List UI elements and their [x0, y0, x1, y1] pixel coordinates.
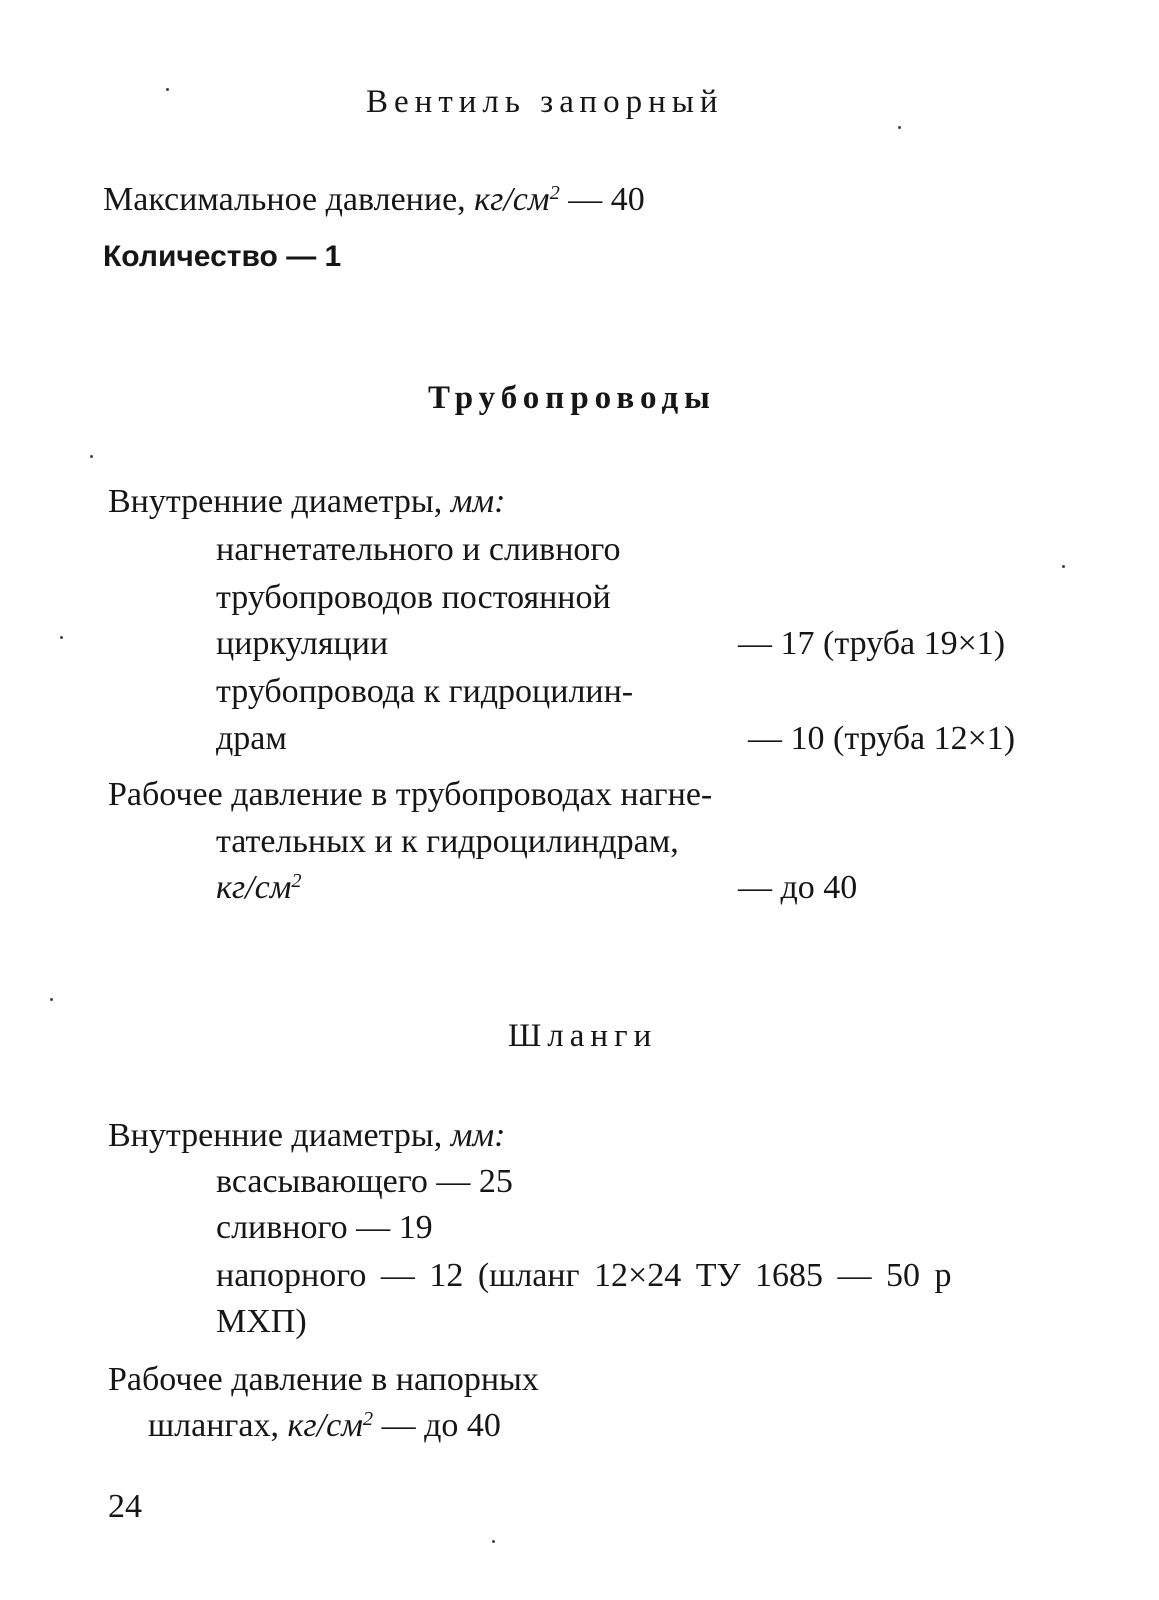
- scan-speck: [90, 455, 93, 458]
- scan-speck: [1062, 565, 1065, 568]
- page-number: 24: [108, 1488, 142, 1525]
- valve-max-pressure-label: Максимальное давление,: [103, 181, 466, 218]
- valve-max-pressure-unit: $кг/см^2$: [474, 181, 560, 218]
- pipelines-item1-line2: трубопроводов постоянной: [216, 579, 611, 616]
- scan-speck: [898, 126, 901, 129]
- pipelines-pressure-line2: тательных и к гидроцилиндрам,: [216, 823, 679, 860]
- hoses-diameters-heading: [108, 1116, 505, 1156]
- valve-title: Вентиль запорный: [366, 84, 724, 120]
- hoses-diameters-unit: мм:: [450, 1117, 506, 1154]
- hoses-pressure-line1: напорного — 12 (шланг 12×24 ТУ 1685 — 50 р: [216, 1257, 952, 1294]
- hoses-pressure-line2: МХП): [216, 1303, 307, 1340]
- valve-quantity-label: Количество: [103, 240, 278, 273]
- scan-speck: [50, 998, 53, 1001]
- valve-max-pressure: [103, 180, 645, 220]
- scan-speck: [166, 88, 169, 91]
- pipelines-diameters-heading: [108, 482, 505, 522]
- valve-quantity-value: — 1: [286, 240, 342, 273]
- pipelines-item2-value: — 10 (труба 12×1): [748, 720, 1016, 757]
- pipelines-pressure-line1: Рабочее давление в трубопроводах нагне-: [108, 776, 713, 813]
- hoses-diameters-label: Внутренние диаметры,: [108, 1117, 443, 1154]
- pipelines-item2-line1: трубопровода к гидроцилин-: [216, 673, 634, 710]
- valve-max-pressure-value: — 40: [568, 181, 645, 218]
- hoses-working-pressure-line1: Рабочее давление в напорных: [108, 1361, 539, 1398]
- hoses-working-pressure: [148, 1406, 501, 1446]
- pipelines-title: Трубопроводы: [428, 380, 716, 416]
- valve-quantity: [103, 237, 341, 277]
- hoses-drain: сливного — 19: [216, 1209, 433, 1246]
- pipelines-pressure-value: — до 40: [738, 869, 858, 906]
- scan-speck: [60, 636, 63, 639]
- pipelines-item1-value: — 17 (труба 19×1): [738, 625, 1006, 662]
- hoses-working-pressure-value: — до 40: [381, 1407, 501, 1444]
- hoses-title: Шланги: [508, 1018, 658, 1054]
- pipelines-diameters-label: Внутренние диаметры,: [108, 483, 443, 520]
- pipelines-item1-line1: нагнетательного и сливного: [216, 531, 621, 568]
- pipelines-pressure-unit: $кг/см^2$: [216, 869, 302, 906]
- hoses-working-pressure-unit: $кг/см^2$: [287, 1407, 374, 1444]
- pipelines-item2-line2: драм: [216, 720, 287, 757]
- pipelines-item1-line3: циркуляции: [216, 625, 389, 662]
- pipelines-diameters-unit: мм:: [450, 483, 506, 520]
- scan-speck: [492, 1540, 495, 1543]
- hoses-working-pressure-label: шлангах,: [148, 1407, 279, 1444]
- hoses-suction: всасывающего — 25: [216, 1163, 513, 1200]
